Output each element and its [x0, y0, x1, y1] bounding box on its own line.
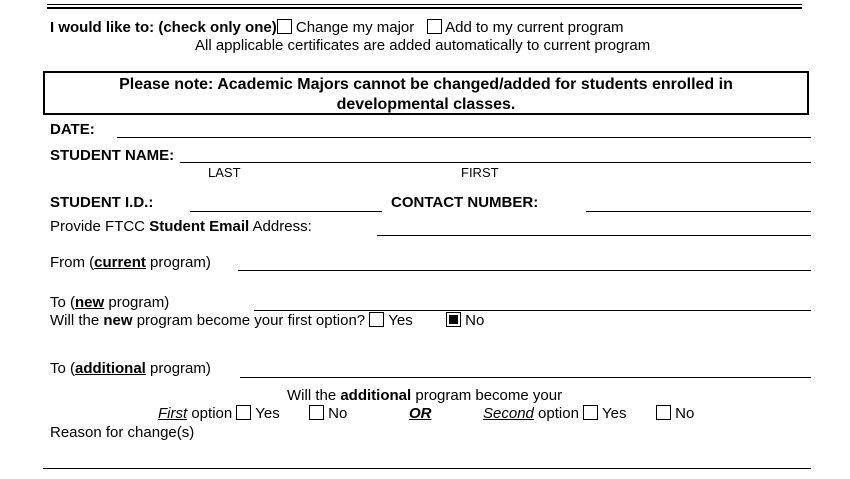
reason-label: Reason for change(s): [50, 424, 195, 441]
student-name-input[interactable]: [180, 162, 811, 163]
from-program-label: From (current program): [50, 254, 211, 271]
student-id-input[interactable]: [190, 211, 382, 212]
additional-second-yes-label: Yes: [602, 405, 627, 422]
or-label: OR: [409, 405, 432, 422]
additional-second-no-checkbox[interactable]: [656, 405, 671, 420]
additional-first-no-label: No: [328, 405, 348, 422]
additional-second-no: [656, 405, 694, 422]
additional-first-no: [309, 405, 347, 422]
reason-input[interactable]: [43, 468, 811, 469]
additional-second-option: Second option Yes: [483, 405, 627, 422]
additional-first-yes-label: Yes: [255, 405, 280, 422]
contact-number-label: CONTACT NUMBER:: [391, 194, 539, 211]
last-name-label: LAST: [208, 165, 241, 180]
date-label: DATE:: [50, 121, 95, 138]
to-new-program-input[interactable]: [254, 310, 811, 311]
date-input[interactable]: [117, 137, 811, 138]
first-option-no: [446, 312, 484, 329]
contact-number-input[interactable]: [586, 211, 811, 212]
first-option-yes-label: Yes: [388, 312, 413, 329]
first-name-label: FIRST: [461, 165, 499, 180]
from-program-input[interactable]: [238, 270, 811, 271]
first-option-question: Will the new program become your first option? Yes: [50, 312, 413, 329]
note-box: [43, 71, 809, 115]
email-input[interactable]: [377, 235, 811, 236]
additional-first-option: First option Yes: [158, 405, 280, 422]
email-label: Provide FTCC Student Email Address:: [50, 218, 312, 235]
additional-second-yes-checkbox[interactable]: [583, 405, 598, 420]
additional-first-no-checkbox[interactable]: [309, 405, 324, 420]
first-option-yes-checkbox[interactable]: [369, 312, 384, 327]
additional-question: Will the additional program become your: [287, 387, 563, 404]
option-row: [50, 19, 624, 36]
would-like-label: I would like to: (check only one): [50, 19, 277, 36]
top-rule-2: [47, 7, 802, 9]
add-program-checkbox[interactable]: [427, 19, 442, 34]
additional-first-yes-checkbox[interactable]: [236, 405, 251, 420]
first-option-no-label: No: [465, 312, 485, 329]
to-additional-program-label: To (additional program): [50, 360, 211, 377]
to-additional-program-input[interactable]: [240, 377, 811, 378]
to-new-program-label: To (new program): [50, 294, 170, 311]
change-major-checkbox[interactable]: [277, 19, 292, 34]
additional-second-no-label: No: [675, 405, 695, 422]
top-rule-1: [47, 4, 802, 5]
first-option-no-checkbox[interactable]: [446, 312, 461, 327]
add-program-label: Add to my current program: [445, 19, 624, 36]
student-id-label: STUDENT I.D.:: [50, 194, 154, 211]
note-line-1: Please note: Academic Majors cannot be changed/added for students enrolled in: [119, 76, 733, 93]
student-name-label: STUDENT NAME:: [50, 147, 175, 164]
certificates-note: All applicable certificates are added automatically to current program: [195, 37, 651, 54]
note-line-2: developmental classes.: [336, 96, 516, 113]
change-major-label: Change my major: [295, 19, 415, 36]
